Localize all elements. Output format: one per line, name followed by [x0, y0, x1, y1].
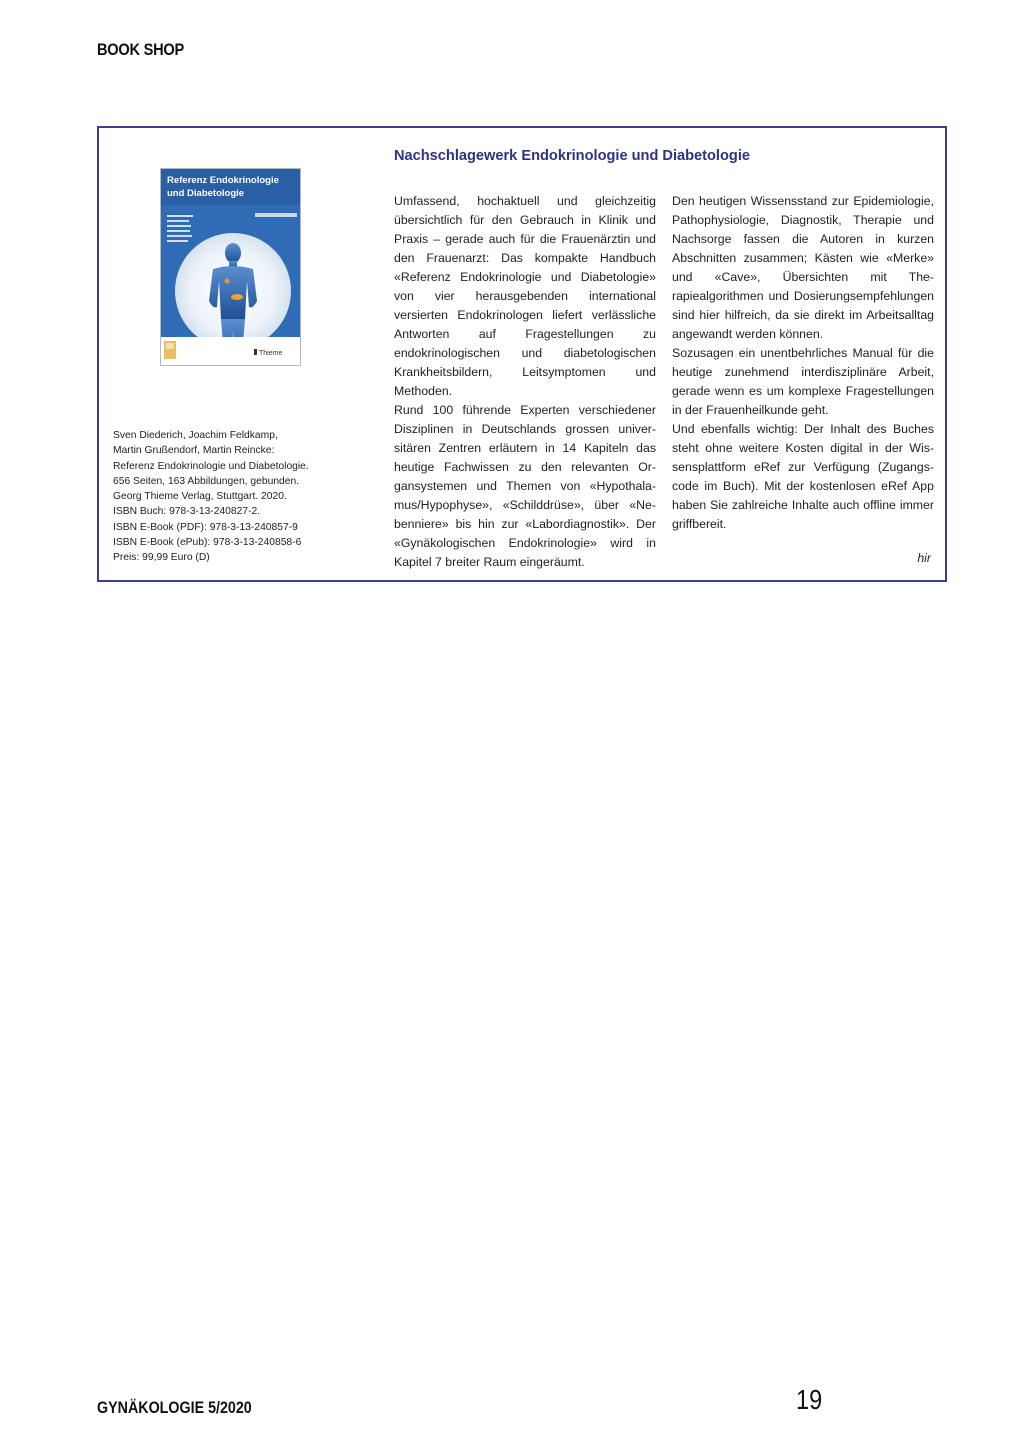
- article-column-2: [672, 192, 934, 534]
- book-review-box: [97, 126, 947, 582]
- section-header: BOOK SHOP: [97, 40, 185, 59]
- book-info-line: Georg Thieme Verlag, Stuttgart. 2020.: [113, 491, 287, 503]
- book-info-line: Referenz Endokrinologie und Diabetologie.: [113, 460, 309, 472]
- cover-title-line2: und Diabetologie: [167, 188, 245, 199]
- book-info-line: ISBN E-Book (PDF): 978-3-13-240857-9: [113, 521, 298, 533]
- publisher-logo: Thieme: [259, 350, 283, 357]
- paragraph: Und ebenfalls wichtig: Der Inhalt des Buches steht ohne weitere Kosten digital in der Wissensplattform eRef zur Verfügung (Zugangscode im Buch). Mit der kostenlosen eRef App haben Sie zahlreiche Inhalte auch offline immer griffbereit.: [672, 422, 934, 531]
- book-cover-image: [160, 168, 301, 366]
- book-bibliographic-info: [113, 428, 363, 566]
- book-info-line: ISBN E-Book (ePub): 978-3-13-240858-6: [113, 537, 302, 549]
- book-info-line: Sven Diederich, Joachim Feldkamp,: [113, 430, 278, 441]
- footer-page-number: 19: [796, 1384, 823, 1415]
- cover-title-line1: Referenz Endokrinologie: [167, 175, 279, 186]
- paragraph: Umfassend, hochaktuell und gleichzeitig übersichtlich für den Gebrauch in Klinik und Praxis – gerade auch für die Frauenärztin und den Frauenarzt: Das kompakte Handbuch «Referenz Endokrinologie und Diabetologie» von vier herausgebenden international versierten Endokrinologen liefert verlässliche Antworten auf Fragestellungen zu endokrinologischen und diabetologischen Krankheitsbildern, Leitsymptomen und Methoden.: [394, 194, 656, 398]
- book-info-line: ISBN Buch: 978-3-13-240827-2.: [113, 506, 261, 518]
- paragraph: Den heutigen Wissensstand zur Epidemiologie, Pathophysiologie, Diagnostik, Therapie und Nachsorge fassen die Autoren in kurzen Abschnitten zusammen; Kästen wie «Merke» und «Cave», Übersichten mit Therapiealgorithmen und Dosierungsempfehlungen sind hier hilfreich, da sie direkt im Arbeitsalltag angewandt werden können.: [672, 194, 934, 341]
- article-column-1: [394, 192, 656, 572]
- paragraph: Rund 100 führende Experten verschiedener Disziplinen in Deutschlands grossen universitären Zentren erläutern in 14 Kapiteln das heutige Fachwissen zu den relevanten Organsystemen und Themen von «Hypothalamus/Hypophyse», «Schilddrüse», über «Nebenniere» bis hin zur «Labordiagnostik». Der «Gynäkologischen Endokrinologie» wird in Kapitel 7 breiter Raum eingeräumt.: [394, 403, 656, 569]
- paragraph: Sozusagen ein unentbehrliches Manual für die heutige zunehmend interdisziplinäre Arbeit, gerade wenn es um komplexe Fragestellungen in der Frauenheilkunde geht.: [672, 346, 934, 417]
- author-signature: hir: [917, 551, 931, 565]
- footer-journal-issue: GYNÄKOLOGIE 5/2020: [97, 1398, 252, 1417]
- book-price: Preis: 99,99 Euro (D): [113, 552, 210, 564]
- book-info-line: 656 Seiten, 163 Abbildungen, gebunden.: [113, 475, 300, 487]
- article-title: Nachschlagewerk Endokrinologie und Diabetologie: [394, 148, 750, 164]
- book-info-line: Martin Grußendorf, Martin Reincke:: [113, 445, 275, 457]
